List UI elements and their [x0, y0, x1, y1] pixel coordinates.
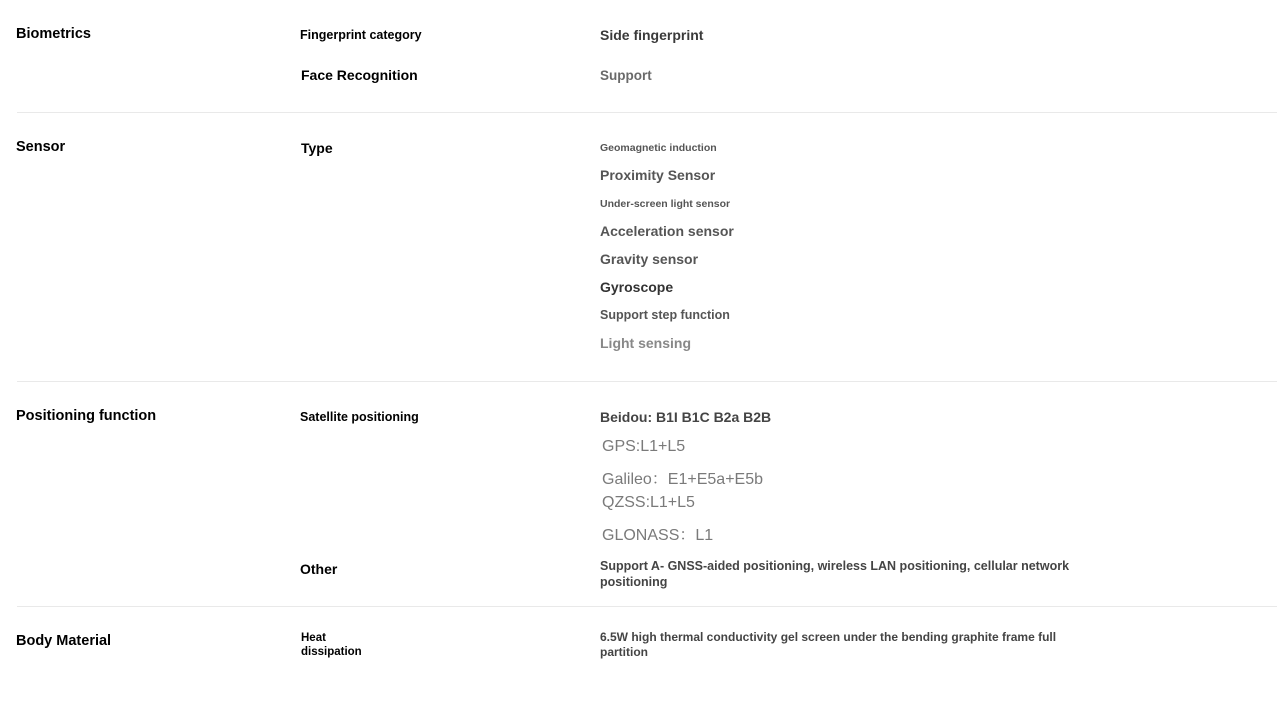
sensor-value: Support step function	[600, 308, 730, 322]
section-title-positioning: Positioning function	[16, 408, 157, 424]
spec-value-fingerprint-category: Side fingerprint	[600, 27, 704, 43]
satellite-value: Beidou: B1I B1C B2a B2B	[600, 409, 772, 425]
sensor-value: Proximity Sensor	[600, 167, 716, 183]
section-title-body-material: Body Material	[16, 633, 112, 649]
section-title-biometrics: Biometrics	[16, 26, 91, 42]
spec-label-heat-dissipation: Heat dissipation	[301, 632, 362, 658]
sensor-value: Gyroscope	[600, 279, 674, 295]
satellite-value: GPS:L1+L5	[602, 438, 686, 455]
section-title-sensor: Sensor	[16, 139, 66, 155]
sensor-value: Light sensing	[600, 335, 691, 351]
satellite-value: QZSS:L1+L5	[602, 494, 695, 511]
sensor-value: Gravity sensor	[600, 251, 699, 267]
sensor-value: Acceleration sensor	[600, 223, 734, 239]
sensor-value: Under-screen light sensor	[600, 198, 731, 210]
spec-label-face-recognition: Face Recognition	[301, 67, 418, 83]
section-divider	[17, 606, 1277, 607]
section-divider	[17, 112, 1277, 113]
satellite-value: GLONASS：L1	[602, 527, 714, 544]
section-divider	[17, 381, 1277, 382]
spec-label-positioning-other: Other	[300, 561, 338, 577]
spec-value-face-recognition: Support	[600, 68, 652, 83]
spec-label-sensor-type: Type	[301, 140, 333, 156]
sensor-value: Geomagnetic induction	[600, 142, 717, 154]
spec-label-fingerprint-category: Fingerprint category	[300, 28, 422, 42]
spec-value-positioning-other: Support A- GNSS-aided positioning, wireless LAN positioning, cellular network positioning	[600, 559, 1070, 589]
spec-value-heat-dissipation: 6.5W high thermal conductivity gel screen under the bending graphite frame full partition	[600, 630, 1057, 659]
satellite-value: Galileo：E1+E5a+E5b	[602, 471, 764, 488]
spec-label-satellite-positioning: Satellite positioning	[300, 410, 419, 424]
